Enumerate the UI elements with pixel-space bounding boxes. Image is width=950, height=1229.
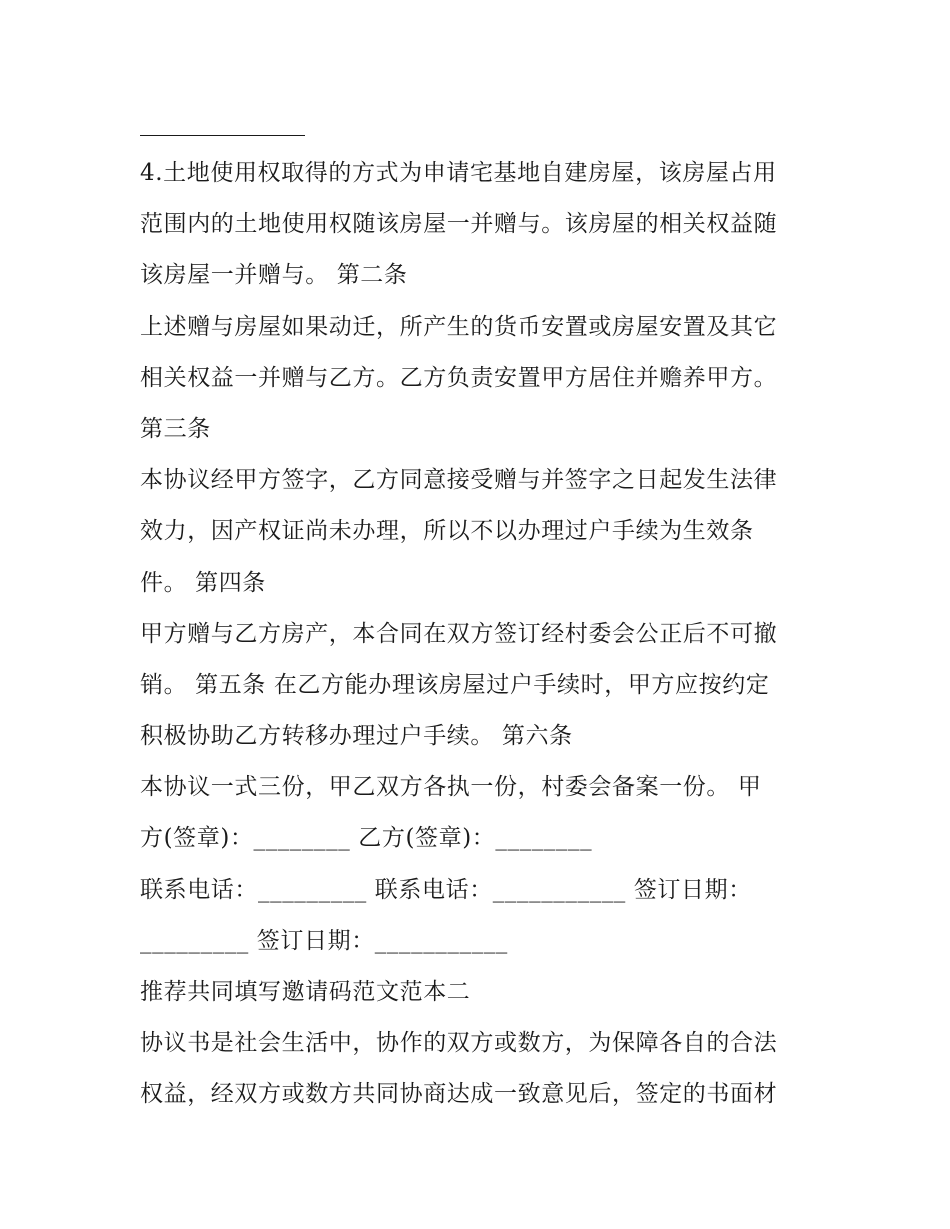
top-fill-line: [140, 135, 305, 136]
text-line: 4.土地使用权取得的方式为申请宅基地自建房屋，该房屋占用: [140, 160, 777, 186]
text-line: 该房屋一并赠与。 第二条: [140, 262, 408, 289]
document-body: [140, 148, 820, 1121]
text-line: 协议书是社会生活中，协作的双方或数方，为保障各自的合法: [140, 1030, 778, 1057]
text-line: 销。 第五条 在乙方能办理该房屋过户手续时，甲方应按约定: [140, 671, 770, 698]
text-line: 件。 第四条: [140, 569, 266, 596]
section-heading: 推荐共同填写邀请码范文范本二: [140, 979, 471, 1005]
text-line: 本协议经甲方签字，乙方同意接受赠与并签字之日起发生法律: [140, 467, 778, 494]
text-line: 权益，经双方或数方共同协商达成一致意见后，签定的书面材: [140, 1081, 778, 1108]
text-line: 上述赠与房屋如果动迁，所产生的货币安置或房屋安置及其它: [140, 313, 778, 340]
text-line: 本协议一式三份，甲乙双方各执一份，村委会备案一份。 甲: [140, 774, 762, 801]
contact-line: 联系电话：_________ 联系电话：___________ 签订日期：: [140, 876, 752, 903]
text-line: 积极协助乙方转移办理过户手续。 第六条: [140, 723, 573, 750]
text-line: 相关权益一并赠与乙方。乙方负责安置甲方居住并赡养甲方。: [140, 364, 778, 391]
text-line: 甲方赠与乙方房产，本合同在双方签订经村委会公正后不可撤: [140, 620, 778, 647]
text-line: 范围内的土地使用权随该房屋一并赠与。该房屋的相关权益随: [140, 211, 778, 238]
text-line: 效力，因产权证尚未办理，所以不以办理过户手续为生效条: [140, 518, 754, 545]
date-line: _________ 签订日期：___________: [140, 927, 508, 954]
signature-line: 方(签章)：________ 乙方(签章)：________: [140, 825, 593, 852]
text-line: 第三条: [140, 415, 211, 442]
